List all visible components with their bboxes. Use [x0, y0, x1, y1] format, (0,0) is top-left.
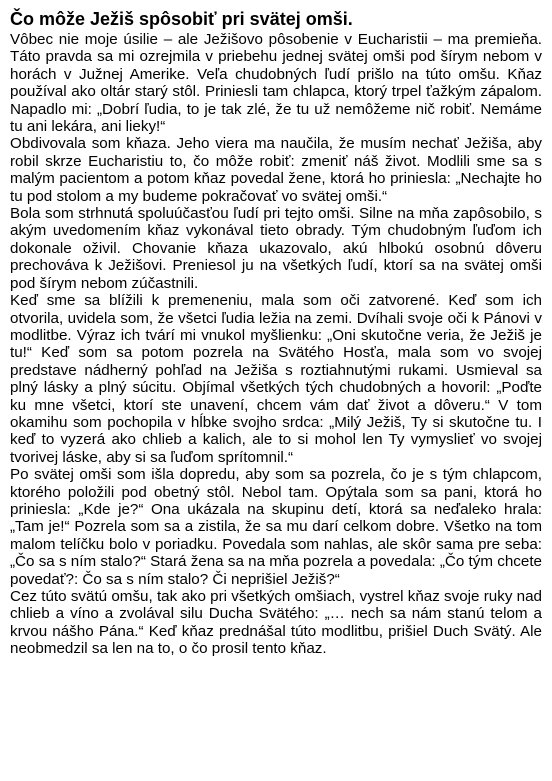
- paragraph-6: Cez túto svätú omšu, tak ako pri všetkých omšiach, vystrel kňaz svoje ruky nad chlieb a víno a zvolával silu Ducha Svätého: „… nech sa nám stanú telom a krvou nášho Pána.“ Keď kňaz prednášal túto modlitbu, prišiel Duch Svätý. Ale neobmedzil sa len na to, o čo prosil tento kňaz.: [10, 588, 542, 658]
- paragraph-1: Vôbec nie moje úsilie – ale Ježišovo pôsobenie v Eucharistii – ma premieňa. Táto pravda sa mi ozrejmila v priebehu jednej svätej omši pod šírym nebom v horách v Južnej Amerike. Veľa chudobných ľudí prišlo na túto omšu. Kňaz používal ako oltár starý stôl. Priniesli tam chlapca, ktorý trpel ťažkým zápalom. Napadlo mi: „Dobrí ľudia, to je tak zlé, že tu už nemôžeme nič robiť. Nemáme tu ani lekára, ani lieky!“: [10, 31, 542, 136]
- paragraph-3: Bola som strhnutá spoluúčasťou ľudí pri tejto omši. Silne na mňa zapôsobilo, s akým uvedomením kňaz vykonával tieto obrady. Tým chudobným ľuďom ich dokonale oživil. Chovanie kňaza ukazovalo, akú hlbokú osobnú dôveru prechováva k Ježišovi. Preniesol ju na všetkých ľudí, ktorí sa na svätej omši pod šírym nebom zúčastnili.: [10, 205, 542, 292]
- paragraph-4: Keď sme sa blížili k premeneniu, mala som oči zatvorené. Keď som ich otvorila, uvidela som, že všetci ľudia ležia na zemi. Dvíhali svoje oči k Pánovi v modlitbe. Výraz ich tvárí mi vnukol myšlienku: „Oni skutočne veria, že Ježiš je tu!“ Keď som sa potom pozrela na Svätého Hosťa, mala som vo svojej predstave nádherný pohľad na Ježiša s roztiahnutými rukami. Usmieval sa plný lásky a plný súcitu. Objímal všetkých tých chudobných a hovoril: „Poďte ku mne všetci, ktorí ste unavení, chcem vám dať život a dôveru.“ V tom okamihu som pochopila v hĺbke svojho srdca: „Milý Ježiš, Ty si skutočne tu. I keď to vyzerá ako chlieb a kalich, ale to si mohol len Ty vymyslieť vo svojej tvorivej láske, aby si sa ľuďom sprítomnil.“: [10, 292, 542, 466]
- page-title: Čo môže Ježiš spôsobiť pri svätej omši.: [10, 9, 353, 29]
- paragraph-2: Obdivovala som kňaza. Jeho viera ma naučila, že musím nechať Ježiša, aby robil skrze Eucharistiu to, čo môže robiť: zmeniť náš život. Modlili sme sa s malým pacientom a potom kňaz povedal žene, ktorá ho priniesla: „Nechajte ho tu pod stolom a my budeme pokračovať vo svätej omši.“: [10, 135, 542, 205]
- paragraph-5: Po svätej omši som išla dopredu, aby som sa pozrela, čo je s tým chlapcom, ktorého položili pod obetný stôl. Nebol tam. Opýtala som sa pani, ktorá ho priniesla: „Kde je?“ Ona ukázala na skupinu detí, ktorá sa neďaleko hrala: „Tam je!“ Pozrela som sa a zistila, že sa mu darí celkom dobre. Všetko na tom malom telíčku bolo v poriadku. Povedala som nahlas, ale skôr sama pre seba: „Čo sa s ním stalo?“ Stará žena sa na mňa pozrela a povedala: „Čo tým chcete povedať?: Čo sa s ním stalo? Či neprišiel Ježiš?“: [10, 466, 542, 588]
